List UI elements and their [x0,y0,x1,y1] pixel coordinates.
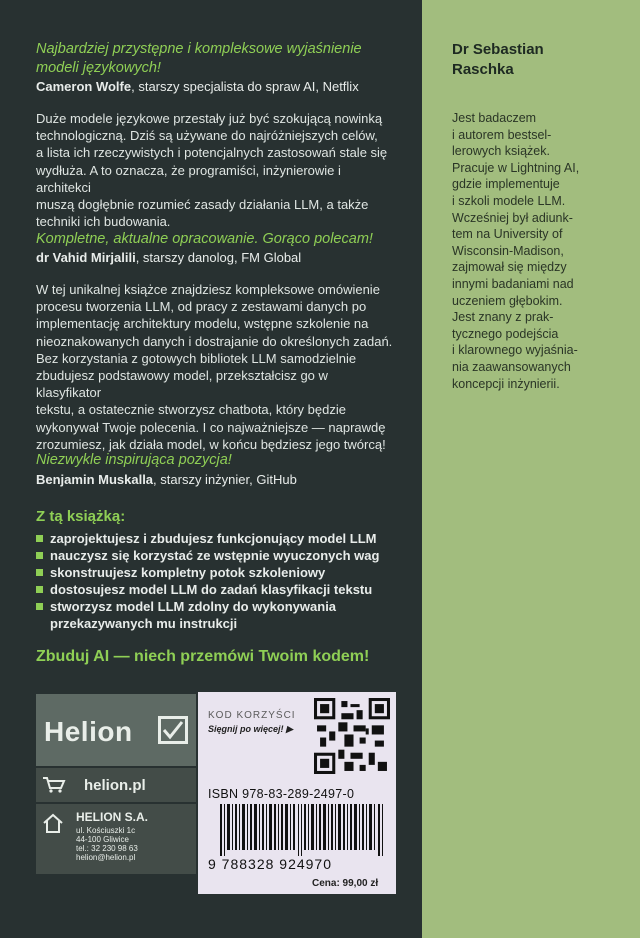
barcode-number: 9 788328 924970 [208,856,332,872]
para-line: techniki ich budowania. [36,214,171,230]
bio-line: koncepcji inżynierii. [452,376,560,391]
bio-line: i autorem bestsel- [452,127,552,142]
slogan: Zbuduj AI — niech przemówi Twoim kodem! [36,648,370,665]
list-item: nauczysz się korzystać ze wstępnie wyuczonych wag [36,547,396,564]
bio-line: nia zaawansowanych [452,359,571,374]
address-line: ul. Kościuszki 1c [76,826,136,835]
para-line: Duże modele językowe przestały już być szokującą nowinką [36,111,383,126]
publisher-logo-box [36,694,196,766]
quote-1-author [36,79,359,94]
author-role: , starszy inżynier, GitHub [153,472,297,487]
bio-line: Wisconsin-Madison, [452,243,564,258]
quote-3-author [36,472,297,487]
para-line: a lista ich rzeczywistych i potencjalnych zastosowań stale się [36,145,388,161]
quote-line: Najbardziej przystępne i kompleksowe wyjaśnienie [36,41,362,57]
list-item: zaprojektujesz i zbudujesz funkcjonujący model LLM [36,530,396,547]
barcode-icon [220,804,384,856]
helion-mark-icon [158,716,188,744]
para-line: zrozumiesz, jak działa model, w końcu będziesz jego twórcą! [36,436,386,452]
address-line: helion@helion.pl [76,853,136,862]
bio-line: Jest badaczem [452,111,537,125]
quote-line: modeli językowych! [36,60,161,76]
quote-1 [36,40,362,78]
author-bio-name [452,40,544,80]
home-icon [42,812,64,840]
bio-line: lerowych książek. [452,144,550,159]
features-list [36,530,396,632]
author-bio-name-line: Raschka [452,61,514,78]
bio-line: innymi badaniami nad [452,276,574,291]
bio-line: uczeniem głębokim. [452,293,563,308]
para-line: wykonywał Twoje polecenia. I co najważniejsze — naprawdę [36,419,386,435]
para-line: zbudujesz podstawowy model, przekształcisz go w klasyfikator [36,368,328,401]
bio-line: tycznego podejścia [452,326,559,341]
author-name: Benjamin Muskalla [36,472,154,487]
author-bio-text [452,110,592,392]
para-line: procesu tworzenia LLM, od pracy z zestawami danych po [36,299,367,315]
list-item: skonstruujesz kompletny potok szkoleniowy [36,564,396,581]
isbn-number: ISBN 978-83-289-2497-0 [208,787,355,801]
publisher-name: HELION S.A. [76,810,149,824]
price-label: Cena: 99,00 zł [312,878,379,889]
quote-line: Niezwykle inspirująca pozycja! [36,452,232,468]
features-heading: Z tą książką: [36,508,126,525]
address-line: 44-100 Gliwice [76,835,129,844]
quote-3 [36,451,232,470]
bio-line: Wcześniej był adiunk- [452,210,573,225]
bio-line: Pracuje w Lightning AI, [452,160,580,175]
bio-line: tem na University of [452,227,563,242]
qr-code-icon[interactable] [314,698,390,774]
address-line: tel.: 32 230 98 63 [76,844,138,853]
author-role: , starszy specjalista do spraw AI, Netflix [131,79,359,94]
paragraph-1 [36,110,396,230]
shopping-cart-icon [42,776,68,794]
para-line: wydłuża. A to oznacza, że programiści, inżynierowie i architekci [36,162,341,195]
author-role: , starszy danolog, FM Global [135,250,302,265]
code-isbn-panel [198,692,396,894]
para-line: implementację architektury modelu, wstępne szkolenie na [36,316,369,332]
bio-line: Jest znany z prak- [452,310,554,325]
bio-line: zajmował się między [452,260,567,275]
list-item: dostosujesz model LLM do zadań klasyfikacji tekstu [36,581,396,598]
bio-line: i klarownego wyjaśnia- [452,343,578,358]
list-item: stworzysz model LLM zdolny do wykonywania przekazywanych mu instrukcji [36,598,396,632]
author-name: Cameron Wolfe [36,79,132,94]
quote-line: Kompletne, aktualne opracowanie. Gorąco polecam! [36,231,373,247]
benefit-code-title: KOD KORZYŚCI [208,710,296,721]
quote-2 [36,230,373,249]
para-line: Bez korzystania z gotowych bibliotek LLM samodzielnie [36,350,357,366]
publisher-address-row [36,804,196,874]
paragraph-2 [36,281,396,453]
publisher-logo: Helion [44,716,133,747]
para-line: W tej unikalnej książce znajdziesz kompleksowe omówienie [36,282,380,297]
publisher-web-row [36,768,196,802]
bio-line: gdzie implementuje [452,177,560,192]
bio-line: i szkoli modele LLM. [452,193,566,208]
para-line: tekstu, a ostatecznie stworzysz chatbota, który będzie [36,402,346,418]
author-name: dr Vahid Mirjalili [36,250,136,265]
author-bio-name-line: Dr Sebastian [452,41,544,58]
para-line: muszą dogłębnie rozumieć zasady działania LLM, a także [36,197,369,213]
para-line: nieoznakowanych danych i dostrajanie do określonych zadań. [36,333,393,349]
quote-2-author [36,250,301,265]
publisher-website-link[interactable]: helion.pl [84,777,146,794]
benefit-code-subtitle: Sięgnij po więcej! ▶ [208,724,293,734]
para-line: technologiczną. Dziś są używane do najróżniejszych celów, [36,128,378,144]
